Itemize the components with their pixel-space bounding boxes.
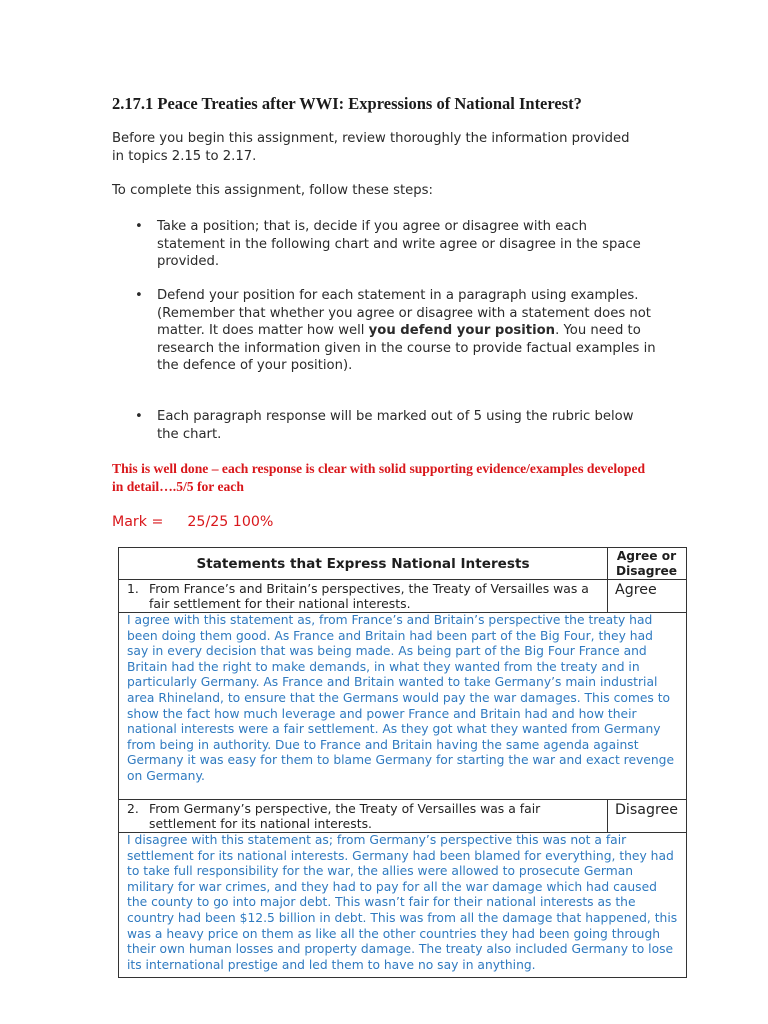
response-cell: I agree with this statement as, from France’s and Britain’s perspective the treaty had been doing them good. As France and Britain had been part of the Big Four, they had say in every decision that was being made. As being part of the Big Four France and Britain had the right to make demands, in what they wanted from the treaty and in particularly Germany. As France and Britain wanted to take Germany’s main industrial area Rhineland, to ensure that the Germans would pay the war damages. This comes to show the fact how much leverage and power France and Britain had and how their national interests were a fair settlement. As they got what they wanted from Germany from being in authority. Due to France and Britain having the same agenda against Germany it was easy for them to blame Germany for starting the war and exact revenge on Germany. [127,613,675,783]
header-statements: Statements that Express National Interests [196,555,530,572]
bullet-text: Each paragraph response will be marked out of 5 using the rubric below the chart. [157,409,634,442]
statement-text: From France’s and Britain’s perspectives, the Treaty of Versailles was a fair settlement for their national interests. [149,581,589,611]
mark-label: Mark = [112,514,164,530]
header-agree-disagree: Agree or Disagree [615,549,678,578]
bullet-dot-icon: • [135,409,143,424]
answer-cell: Agree [615,582,657,598]
statement-text: From Germany’s perspective, the Treaty of Versailles was a fair settlement for its national interests. [149,801,541,831]
bullet-text [157,287,657,375]
bullet-dot-icon: • [135,219,143,234]
steps-intro: To complete this assignment, follow these steps: [112,183,433,198]
bullet-text-end: . You need to research the information given in the course to provide factual examples in the defence of your position). [157,323,656,373]
bullet-dot-icon: • [135,288,143,303]
assignment-title: 2.17.1 Peace Treaties after WWI: Expressions of National Interest? [112,94,582,113]
statements-table [118,547,687,978]
statement-cell [119,579,607,612]
teacher-feedback: This is well done – each response is clear with solid supporting evidence/examples developed in detail….5/5 for each [112,461,646,494]
intro-paragraph: Before you begin this assignment, review thoroughly the information provided in topics 2.15 to 2.17. [112,131,630,164]
statement-number: 2. [127,801,139,816]
bullet-text-bold: you defend your position [368,323,556,338]
mark-line [112,514,273,530]
statement-number: 1. [127,581,139,596]
statement-cell [119,799,607,832]
bullet-text-start: Defend your position for each statement in a paragraph using examples. (Remember that whether you agree or disagree with a statement does not matter. It does matter how well [157,288,651,338]
mark-value: 25/25 100% [187,514,274,530]
bullet-text: Take a position; that is, decide if you agree or disagree with each statement in the following chart and write agree or disagree in the space provided. [157,219,641,269]
response-cell: I disagree with this statement as; from Germany’s perspective this was not a fair settlement for its national interests. Germany had been blamed for everything, they had to take full responsibility for the war, the allies were allowed to prosecute German military for war crimes, and they had to pay for all the war damage which had caused the county to go into major debt. This wasn’t fair for their national interests as the country had been $12.5 billion in debt. This was from all the damage that happened, this was a heavy price on them as like all the other countries they had been going through their own human losses and property damage. The treaty also included Germany to lose its international prestige and led them to have no say in anything. [127,833,678,972]
answer-cell: Disagree [615,802,678,818]
